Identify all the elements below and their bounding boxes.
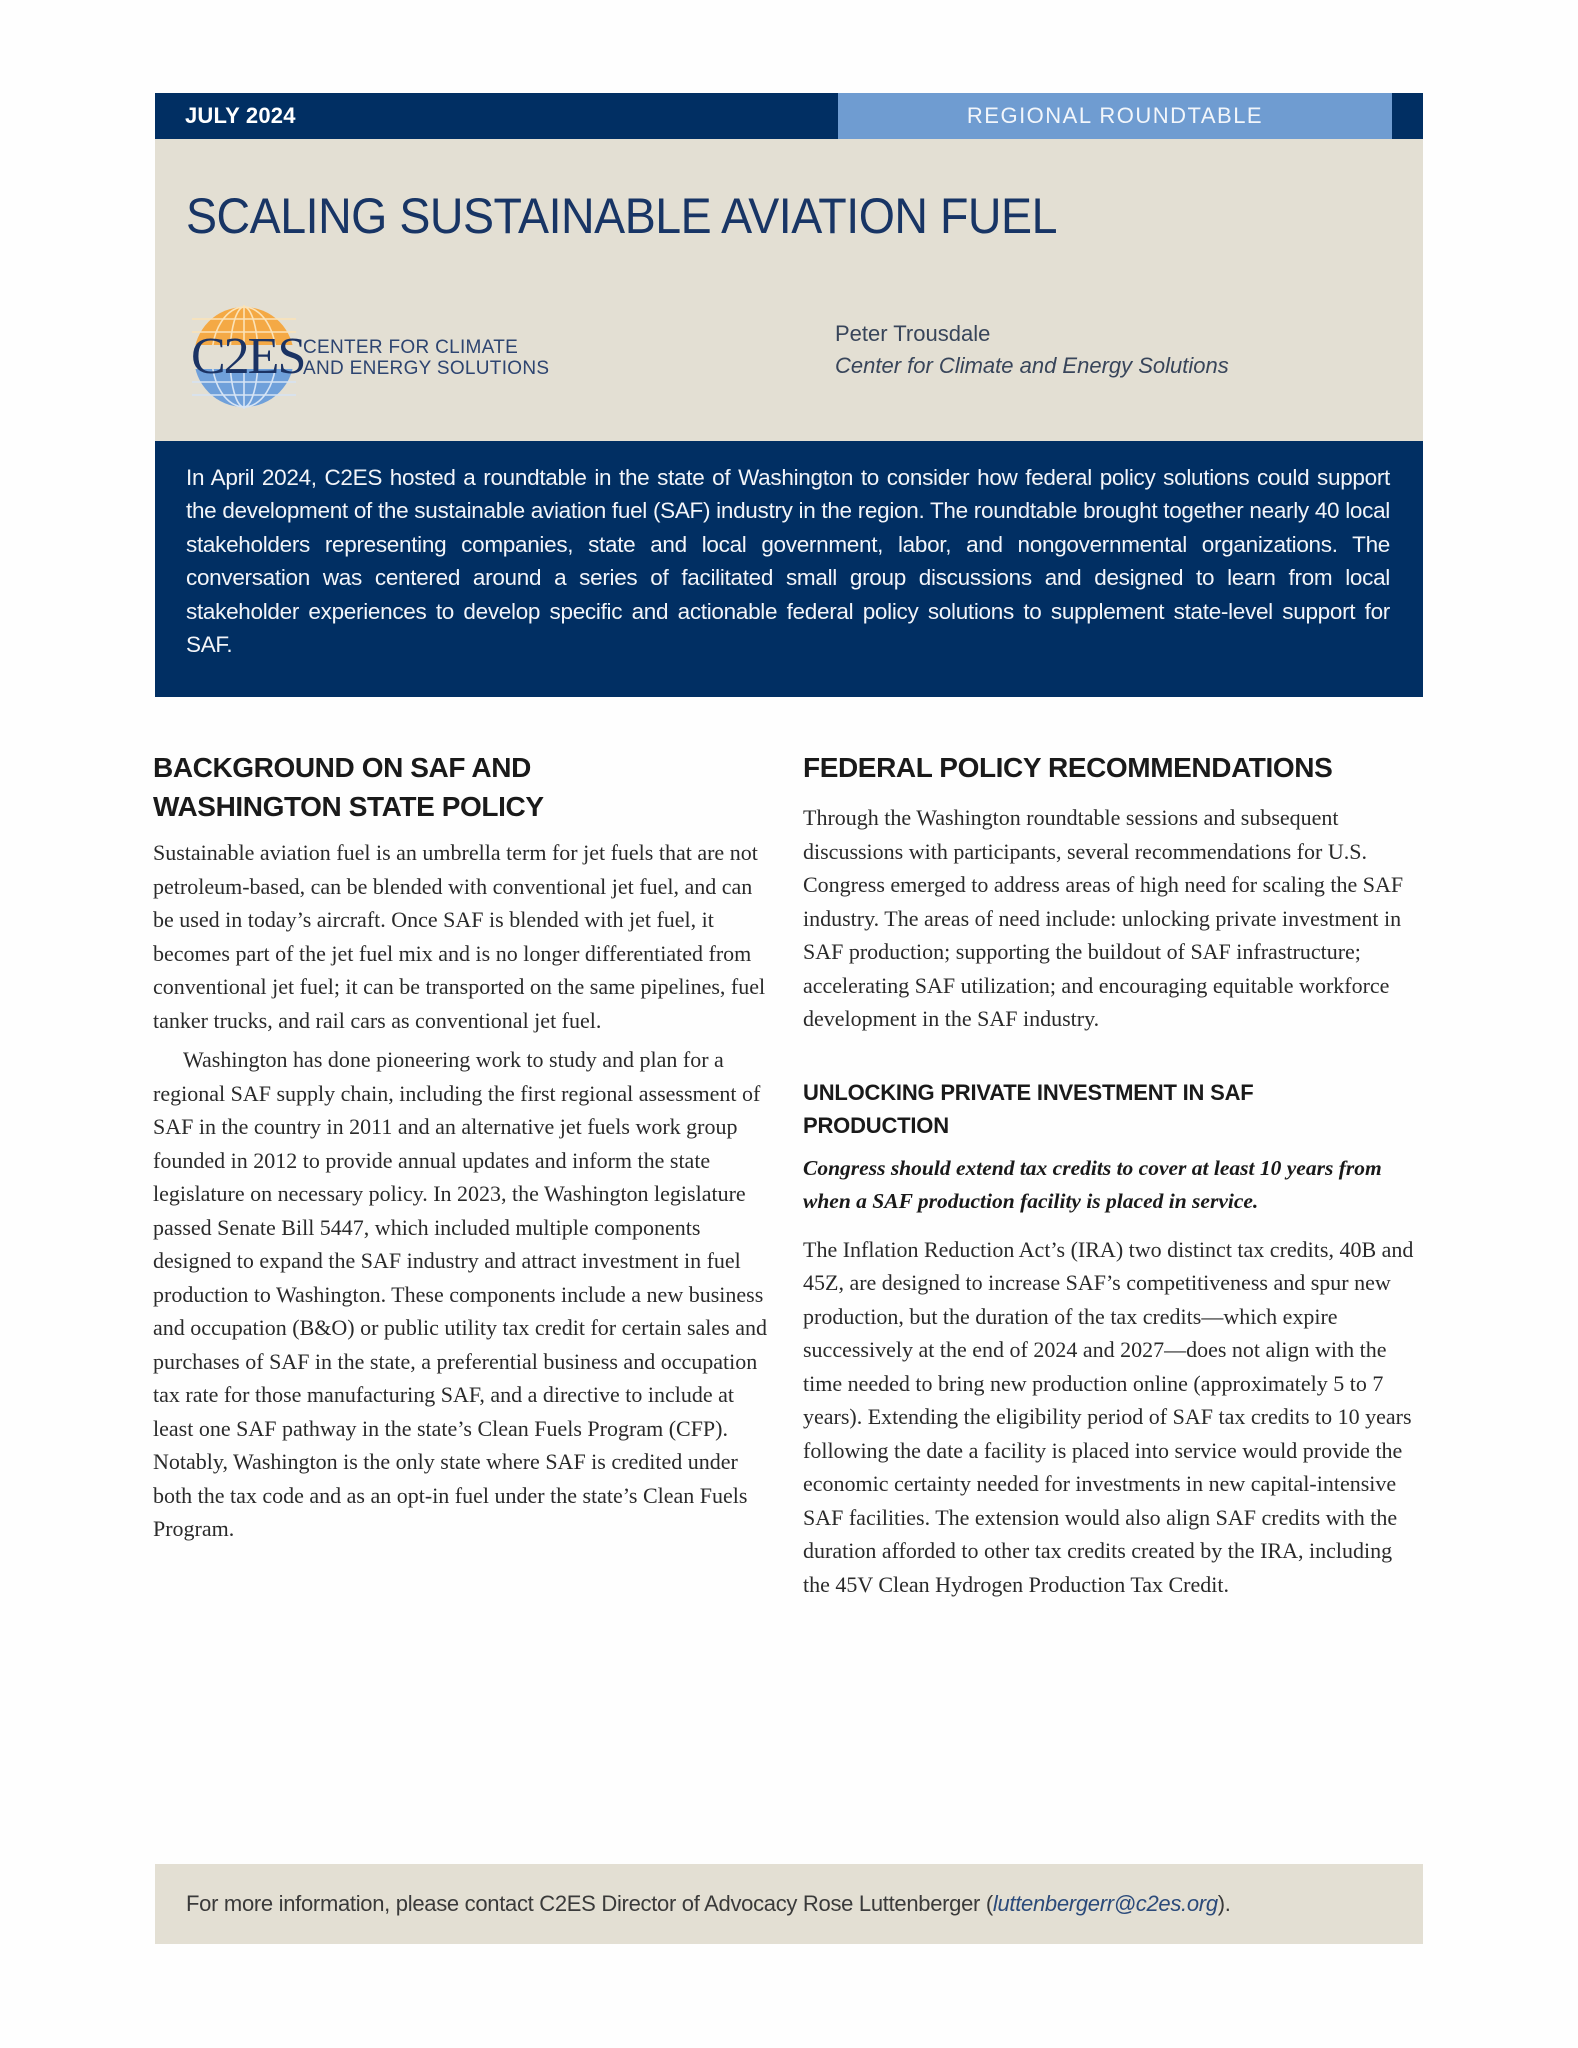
abstract-text: In April 2024, C2ES hosted a roundtable in the state of Washington to consider how federal policy solutions could support the development of the sustainable aviation fuel (SAF) industry in the region. The roundtable brought together nearly 40 local stakeholders representing companies, state and local government, labor, and nongovernmental organizations. The conversation was centered around a series of facilitated small group discussions and designed to learn from local stakeholder experiences to develop specific and actionable federal policy solutions to supplement state-level support for SAF.: [186, 465, 1390, 658]
left-column: [153, 748, 773, 1546]
logo-org-line-2: AND ENERGY SOLUTIONS: [303, 358, 550, 379]
publication-date: JULY 2024: [185, 103, 296, 128]
heading-line: PRODUCTION: [803, 1112, 949, 1138]
logo-org-name: [303, 337, 549, 379]
section-heading-background: [153, 748, 773, 826]
logo-org-line-1: CENTER FOR CLIMATE: [303, 337, 519, 358]
contact-text-prefix: For more information, please contact C2ES Director of Advocacy Rose Luttenberger (: [186, 1891, 993, 1916]
abstract-box: [155, 441, 1423, 697]
subsection-heading: [803, 1076, 1423, 1142]
logo-mark: C2ES: [191, 328, 305, 385]
top-banner: [155, 93, 1423, 139]
heading-line: UNLOCKING PRIVATE INVESTMENT IN SAF: [803, 1079, 1254, 1105]
paragraph: The Inflation Reduction Act’s (IRA) two distinct tax credits, 40B and 45Z, are designed to increase SAF’s competitiveness and spur new production, but the duration of the tax credits—which expire successively at the end of 2024 and 2027—does not align with the time needed to bring new production online (approximately 5 to 7 years). Extending the eligibility period of SAF tax credits to 10 years following the date a facility is placed into service would provide the economic certainty needed for investments in new capital-intensive SAF facilities. The extension would also align SAF credits with the duration afforded to other tax credits created by the IRA, including the 45V Clean Hydrogen Production Tax Credit.: [803, 1236, 1414, 1597]
paragraph: Through the Washington roundtable sessions and subsequent discussions with participants, several recommendations for U.S. Congress emerged to address areas of high need for scaling the SAF industry. The areas of need include: unlocking private investment in SAF production; supporting the buildout of SAF infrastructure; accelerating SAF utilization; and encouraging equitable workforce development in the SAF industry.: [803, 805, 1404, 1031]
paragraph: Washington has done pioneering work to study and plan for a regional SAF supply chain, including the first regional assessment of SAF in the country in 2011 and an alternative jet fuels work group founded in 2012 to provide annual updates and inform the state legislature on necessary policy. In 2023, the Washington legislature passed Senate Bill 5447, which included multiple components designed to expand the SAF industry and attract investment in fuel production to Washington. These components include a new business and occupation (B&O) or public utility tax credit for certain sales and purchases of SAF in the state, a preferential business and occupation tax rate for those manufacturing SAF, and a directive to include at least one SAF pathway in the state’s Clean Fuels Program (CFP). Notably, Washington is the only state where SAF is credited under both the tax code and as an opt-in fuel under the state’s Clean Fuels Program.: [153, 1047, 767, 1541]
c2es-logo: [190, 301, 590, 411]
author-block: [835, 318, 1229, 382]
contact-text: [186, 1864, 1231, 1944]
page-title: SCALING SUSTAINABLE AVIATION FUEL: [186, 188, 1057, 244]
series-label: REGIONAL ROUNDTABLE: [966, 103, 1264, 128]
recommendation-statement: Congress should extend tax credits to cover at least 10 years from when a SAF production facility is placed in service.: [803, 1155, 1382, 1213]
paragraph: Sustainable aviation fuel is an umbrella term for jet fuels that are not petroleum-based, can be blended with conventional jet fuel, and can be used in today’s aircraft. Once SAF is blended with jet fuel, it becomes part of the jet fuel mix and is no longer differentiated from conventional jet fuel; it can be transported on the same pipelines, fuel tanker trucks, and rail cars as conventional jet fuel.: [153, 840, 766, 1033]
contact-text-suffix: ).: [1217, 1891, 1231, 1916]
right-column: [803, 748, 1423, 1601]
heading-line: WASHINGTON STATE POLICY: [153, 791, 544, 822]
contact-footer: [155, 1864, 1423, 1944]
series-label-box: [838, 93, 1392, 139]
author-name: Peter Trousdale: [835, 321, 991, 346]
title-header: [155, 139, 1423, 441]
section-heading-recommendations: FEDERAL POLICY RECOMMENDATIONS: [803, 752, 1333, 783]
author-affiliation: Center for Climate and Energy Solutions: [835, 353, 1229, 378]
heading-line: BACKGROUND ON SAF AND: [153, 752, 531, 783]
contact-email-link[interactable]: luttenbergerr@c2es.org: [992, 1891, 1218, 1916]
